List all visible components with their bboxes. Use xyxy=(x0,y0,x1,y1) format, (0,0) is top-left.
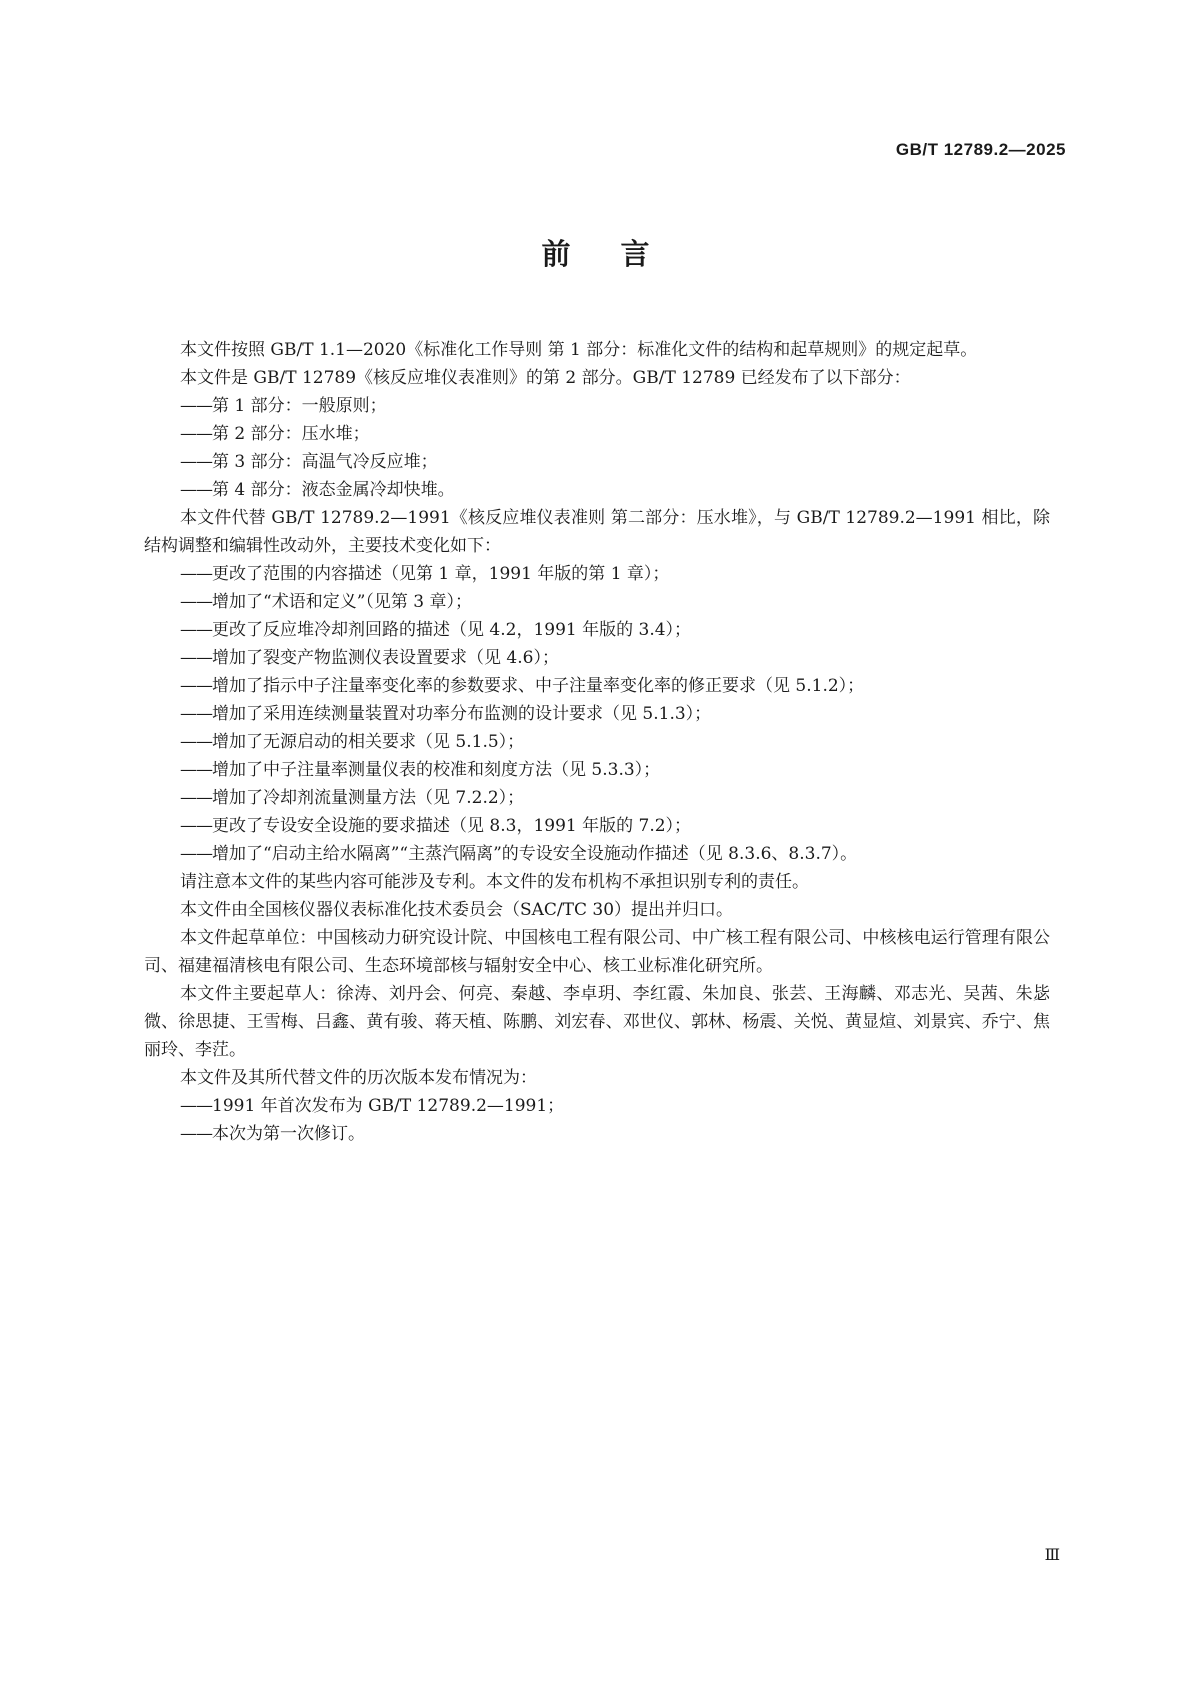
changes-list xyxy=(144,560,1050,868)
list-item: ——1991 年首次发布为 GB/T 12789.2—1991； xyxy=(144,1092,1050,1120)
list-item: ——增加了指示中子注量率变化率的参数要求、中子注量率变化率的修正要求（见 5.1.2）； xyxy=(144,672,1050,700)
dash-marker: —— xyxy=(180,648,212,668)
list-item: ——增加了裂变产物监测仪表设置要求（见 4.6）； xyxy=(144,644,1050,672)
list-item: ——更改了范围的内容描述（见第 1 章，1991 年版的第 1 章）； xyxy=(144,560,1050,588)
dash-marker: —— xyxy=(180,704,212,724)
dash-marker: —— xyxy=(180,760,212,780)
dash-marker: —— xyxy=(180,592,212,612)
dash-marker: —— xyxy=(180,564,212,584)
list-item: ——增加了中子注量率测量仪表的校准和刻度方法（见 5.3.3）； xyxy=(144,756,1050,784)
paragraph-series-intro: 本文件是 GB/T 12789《核反应堆仪表准则》的第 2 部分。GB/T 12789 已经发布了以下部分： xyxy=(180,368,911,388)
list-item: ——第 1 部分：一般原则； xyxy=(144,392,1050,420)
dash-marker: —— xyxy=(180,452,212,472)
page-number: Ⅲ xyxy=(1044,1547,1060,1564)
dash-marker: —— xyxy=(180,424,212,444)
list-item: ——本次为第一次修订。 xyxy=(144,1120,1050,1148)
page-title: 前言 xyxy=(541,237,700,271)
dash-marker: —— xyxy=(180,788,212,808)
document-code: GB/T 12789.2—2025 xyxy=(895,140,1066,159)
list-item: ——增加了采用连续测量装置对功率分布监测的设计要求（见 5.1.3）； xyxy=(144,700,1050,728)
list-item: ——第 4 部分：液态金属冷却快堆。 xyxy=(144,476,1050,504)
dash-marker: —— xyxy=(180,676,212,696)
dash-marker: —— xyxy=(180,732,212,752)
paragraph-drafting-rules: 本文件按照 GB/T 1.1—2020《标准化工作导则 第 1 部分：标准化文件的结构和起草规则》的规定起草。 xyxy=(180,340,978,360)
dash-marker: —— xyxy=(180,1124,212,1144)
list-item: ——增加了“术语和定义”（见第 3 章）； xyxy=(144,588,1050,616)
paragraph-committee: 本文件由全国核仪器仪表标准化技术委员会（SAC/TC 30）提出并归口。 xyxy=(180,900,734,920)
dash-marker: —— xyxy=(180,1096,212,1116)
parts-list xyxy=(144,392,1050,504)
list-item: ——第 3 部分：高温气冷反应堆； xyxy=(144,448,1050,476)
list-item: ——增加了冷却剂流量测量方法（见 7.2.2）； xyxy=(144,784,1050,812)
dash-marker: —— xyxy=(180,480,212,500)
dash-marker: —— xyxy=(180,816,212,836)
list-item: ——更改了专设安全设施的要求描述（见 8.3，1991 年版的 7.2）； xyxy=(144,812,1050,840)
list-item: ——增加了“启动主给水隔离”“主蒸汽隔离”的专设安全设施动作描述（见 8.3.6、8.3.7）。 xyxy=(144,840,1050,868)
history-list xyxy=(144,1092,1050,1148)
list-item: ——更改了反应堆冷却剂回路的描述（见 4.2，1991 年版的 3.4）； xyxy=(144,616,1050,644)
list-item: ——增加了无源启动的相关要求（见 5.1.5）； xyxy=(144,728,1050,756)
paragraph-replacement: 本文件代替 GB/T 12789.2—1991《核反应堆仪表准则 第二部分：压水堆》，与 GB/T 12789.2—1991 相比，除结构调整和编辑性改动外，主要技术变化如下： xyxy=(144,508,1050,556)
dash-marker: —— xyxy=(180,844,212,864)
dash-marker: —— xyxy=(180,396,212,416)
dash-marker: —— xyxy=(180,620,212,640)
paragraph-drafting-units: 本文件起草单位：中国核动力研究设计院、中国核电工程有限公司、中广核工程有限公司、中核核电运行管理有限公司、福建福清核电有限公司、生态环境部核与辐射安全中心、核工业标准化研究所。 xyxy=(144,928,1050,976)
list-item: ——第 2 部分：压水堆； xyxy=(144,420,1050,448)
paragraph-patent-notice: 请注意本文件的某些内容可能涉及专利。本文件的发布机构不承担识别专利的责任。 xyxy=(180,872,809,892)
paragraph-drafters: 本文件主要起草人：徐涛、刘丹会、何亮、秦越、李卓玥、李红霞、朱加良、张芸、王海麟、邓志光、吴茜、朱毖微、徐思捷、王雪梅、吕鑫、黄有骏、蒋天植、陈鹏、刘宏春、邓世仪、郭林、杨震、关悦、黄显煊、刘景宾、乔宁、焦丽玲、李茳。 xyxy=(144,984,1050,1060)
paragraph-version-history: 本文件及其所代替文件的历次版本发布情况为： xyxy=(180,1068,537,1088)
foreword-body xyxy=(144,336,1050,1148)
